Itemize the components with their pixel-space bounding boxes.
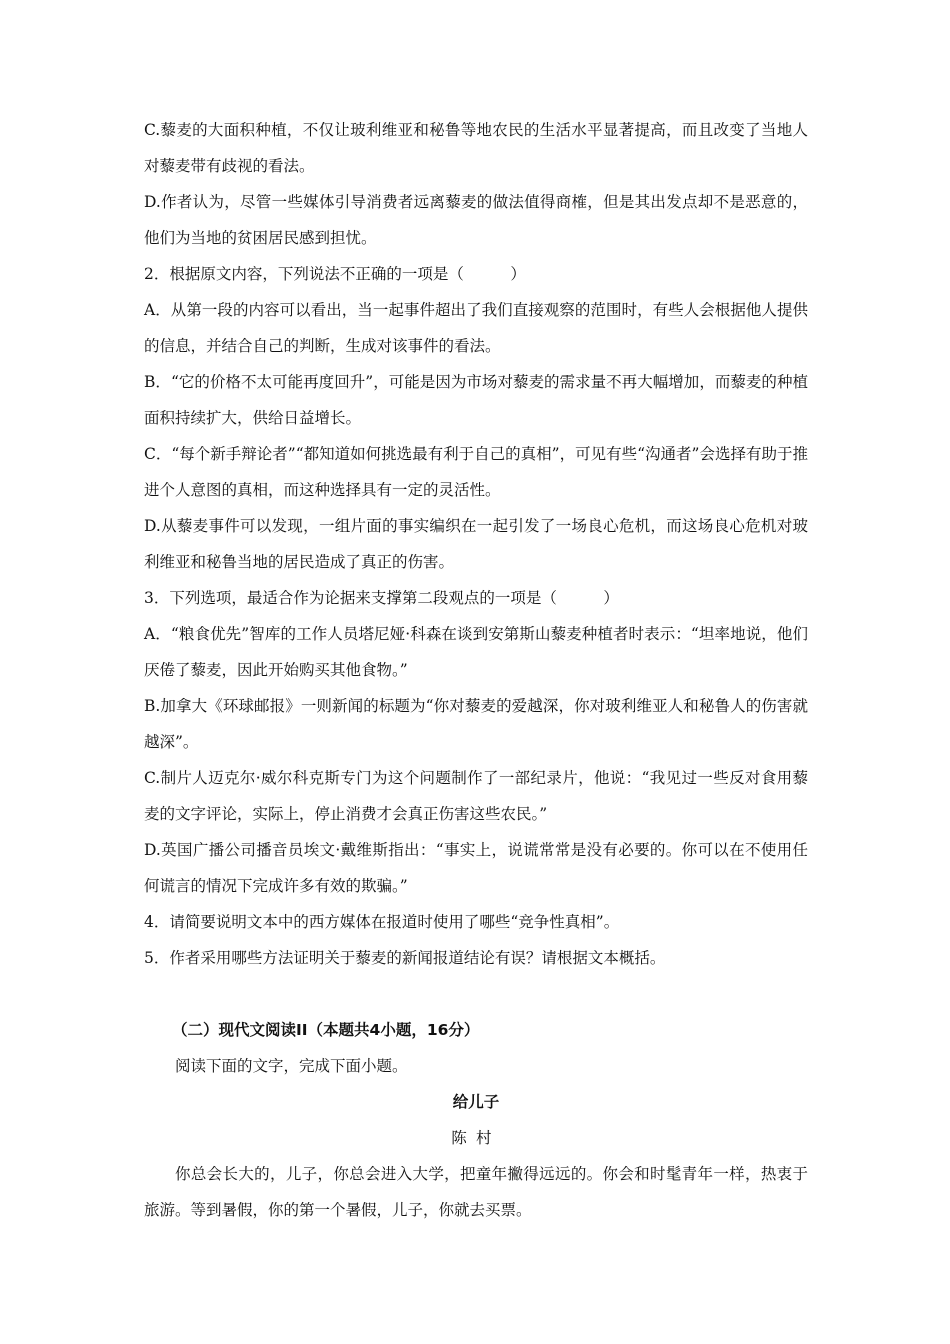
q3-option-d: D.英国广播公司播音员埃文·戴维斯指出：“事实上，说谎常常是没有必要的。你可以在不使用任何谎言的情况下完成许多有效的欺骗。” (144, 841, 808, 895)
q2-option-d: D.从藜麦事件可以发现，一组片面的事实编织在一起引发了一场良心危机，而这场良心危机对玻利维亚和秘鲁当地的居民造成了真正的伤害。 (144, 517, 808, 571)
q1-option-d: D.作者认为，尽管一些媒体引导消费者远离藜麦的做法值得商榷，但是其出发点却不是恶意的，他们为当地的贫困居民感到担忧。 (144, 193, 808, 247)
section-title: （二）现代文阅读II（本题共4小题，16分） (172, 1021, 480, 1039)
poem-title: 给儿子 (452, 1093, 500, 1111)
q5: 5．作者采用哪些方法证明关于藜麦的新闻报道结论有误？请根据文本概括。 (144, 949, 666, 967)
section-gap (144, 976, 808, 1012)
q2-option-c: C．“每个新手辩论者”“都知道如何挑选最有利于自己的真相”，可见有些“沟通者”会选择有助于推进个人意图的真相，而这种选择具有一定的灵活性。 (144, 445, 808, 499)
q1-option-c: C.藜麦的大面积种植，不仅让玻利维亚和秘鲁等地农民的生活水平显著提高，而且改变了当地人对藜麦带有歧视的看法。 (144, 121, 808, 175)
q2-option-a: A．从第一段的内容可以看出，当一起事件超出了我们直接观察的范围时，有些人会根据他人提供的信息，并结合自己的判断，生成对该事件的看法。 (144, 301, 808, 355)
poem-author: 陈村 (451, 1129, 501, 1147)
q4: 4．请简要说明文本中的西方媒体在报道时使用了哪些“竞争性真相”。 (144, 913, 620, 931)
section-instruction: 阅读下面的文字，完成下面小题。 (175, 1057, 408, 1075)
q3-option-a: A．“粮食优先”智库的工作人员塔尼娅·科森在谈到安第斯山藜麦种植者时表示：“坦率地说，他们厌倦了藜麦，因此开始购买其他食物。” (144, 625, 808, 679)
q3-option-b: B.加拿大《环球邮报》一则新闻的标题为“你对藜麦的爱越深，你对玻利维亚人和秘鲁人的伤害就越深”。 (144, 697, 808, 751)
q2-stem: 2．根据原文内容，下列说法不正确的一项是（ ） (144, 265, 526, 283)
q2-option-b: B．“它的价格不太可能再度回升”，可能是因为市场对藜麦的需求量不再大幅增加，而藜麦的种植面积持续扩大，供给日益增长。 (144, 373, 808, 427)
q3-stem: 3．下列选项，最适合作为论据来支撑第二段观点的一项是（ ） (144, 589, 619, 607)
document-body (144, 112, 808, 1228)
q3-option-c: C.制片人迈克尔·威尔科克斯专门为这个问题制作了一部纪录片，他说：“我见过一些反对食用藜麦的文字评论，实际上，停止消费才会真正伤害这些农民。” (144, 769, 808, 823)
poem-body: 你总会长大的，儿子，你总会进入大学，把童年撇得远远的。你会和时髦青年一样，热衷于旅游。等到暑假，你的第一个暑假，儿子，你就去买票。 (144, 1165, 808, 1219)
